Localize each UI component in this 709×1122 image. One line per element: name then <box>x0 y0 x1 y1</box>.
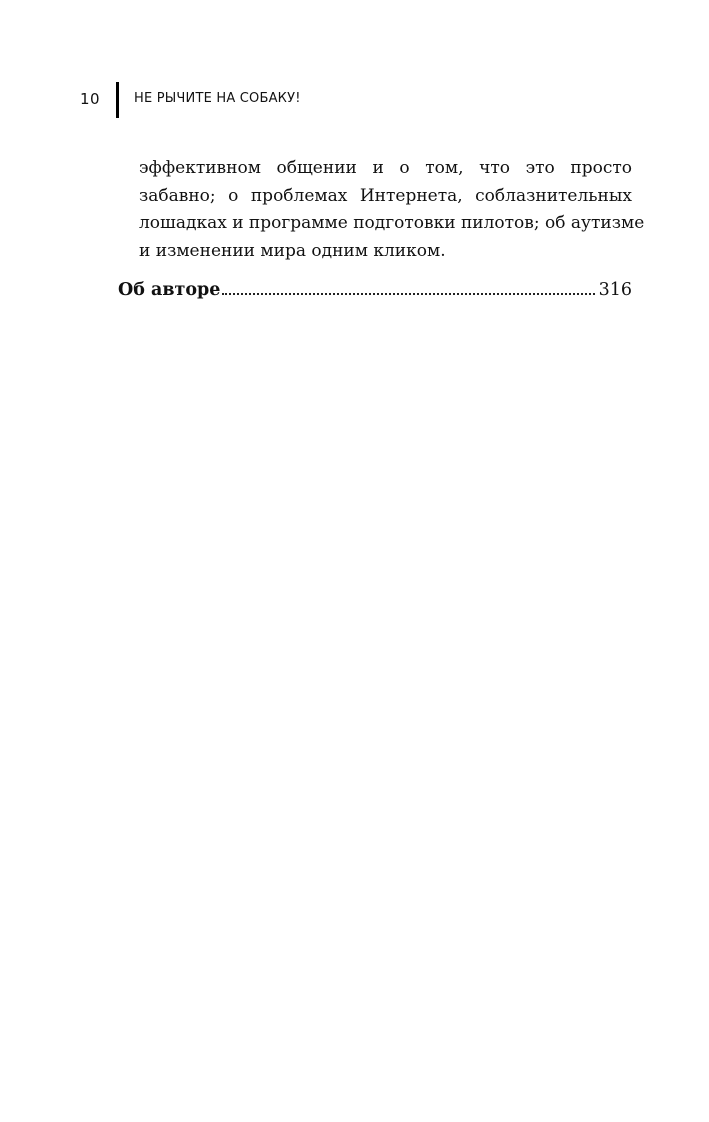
description-line: эффективном общении и о том, что это просто <box>139 158 632 178</box>
toc-entry-page-number: 316 <box>598 280 632 300</box>
header-divider <box>116 82 119 118</box>
toc-entry-title: Об авторе <box>118 280 221 300</box>
description-line: и изменении мира одним кликом. <box>139 240 446 261</box>
running-head <box>0 82 709 118</box>
page-number: 10 <box>80 90 101 108</box>
toc-entry-about-author[interactable] <box>118 276 632 304</box>
description-line: лошадках и программе подготовки пилотов; об аутизме <box>139 213 645 233</box>
running-title: НЕ РЫЧИТЕ НА СОБАКУ! <box>134 91 301 106</box>
description-line: забавно; о проблемах Интернета, соблазнительных <box>139 185 632 206</box>
toc-entry-description <box>139 155 645 265</box>
dot-leader <box>222 293 594 295</box>
